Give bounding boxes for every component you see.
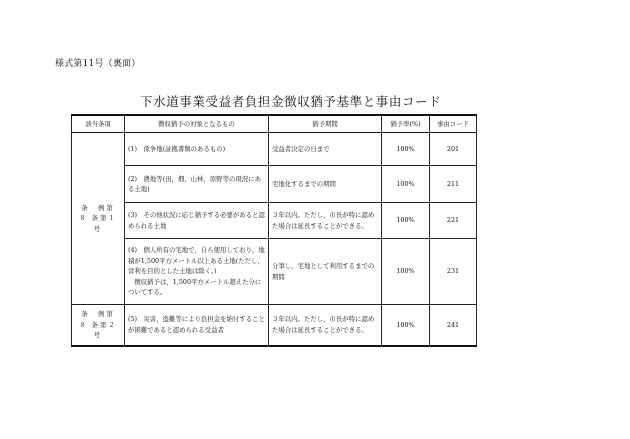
- header-rate: 猶予率(%): [382, 115, 430, 133]
- target-cell: (2) 農地等(田，畑，山林，原野等の現況にある土地): [125, 166, 269, 203]
- period-cell: ３年以内。ただし，市長が特に認めた場合は延長することができる。: [269, 305, 382, 346]
- clause-line: 号: [93, 224, 103, 233]
- table-row: [72, 166, 477, 203]
- clause-line: 条 例第: [81, 203, 115, 212]
- document-title: 下水道事業受益者負担金徴収猶予基準と事由コード: [140, 94, 442, 109]
- rate-cell: 100%: [382, 239, 430, 305]
- target-cell: (1) 係争地(証拠書類のあるもの): [125, 133, 269, 166]
- code-cell: 231: [430, 239, 477, 305]
- deferral-criteria-table: [71, 114, 477, 347]
- clause-cell: [72, 133, 125, 305]
- target-cell: (5) 災害，盗難等により負担金を納付することが困難であると認められる受益者: [125, 305, 269, 346]
- period-cell: 分筆し，宅地として利用するまでの期間: [269, 239, 382, 305]
- header-period: 猶予期間: [269, 115, 382, 133]
- clause-cell: [72, 305, 125, 346]
- clause-line: ８ 条第２: [79, 320, 117, 329]
- code-cell: 241: [430, 305, 477, 346]
- target-cell: (4) 個人所有の宅地で，自ら使用しており，地積が1,500平方メートル以上ある土地(ただし，営利を目的とした土地は除く。) 徴収猶予は，1,500平方メートル超えた分についてする。: [125, 239, 269, 305]
- rate-cell: 100%: [382, 166, 430, 203]
- rate-cell: 100%: [382, 305, 430, 346]
- table-row: [72, 305, 477, 346]
- target-cell: (3) その他状況に応じ猶予する必要があると認められる土地: [125, 203, 269, 239]
- table-header-row: [72, 115, 477, 133]
- form-number: 様式第11号（裏面）: [55, 59, 141, 69]
- code-cell: 201: [430, 133, 477, 166]
- table-row: [72, 239, 477, 305]
- header-target: 徴収猶予の対象となるもの: [125, 115, 269, 133]
- header-code: 事由コード: [430, 115, 477, 133]
- clause-line: 条 例第: [81, 310, 115, 318]
- rate-cell: 100%: [382, 203, 430, 239]
- table-row: [72, 203, 477, 239]
- code-cell: 221: [430, 203, 477, 239]
- rate-cell: 100%: [382, 133, 430, 166]
- clause-line: ８ 条第１: [79, 214, 117, 223]
- code-cell: 211: [430, 166, 477, 203]
- period-cell: 受益者決定の日まで: [269, 133, 382, 166]
- clause-line: 号: [93, 331, 103, 339]
- period-cell: ３年以内。ただし，市長が特に認めた場合は延長することができる。: [269, 203, 382, 239]
- table-row: [72, 133, 477, 166]
- period-cell: 宅地化するまでの期間: [269, 166, 382, 203]
- header-clause: 該当条項: [72, 115, 125, 133]
